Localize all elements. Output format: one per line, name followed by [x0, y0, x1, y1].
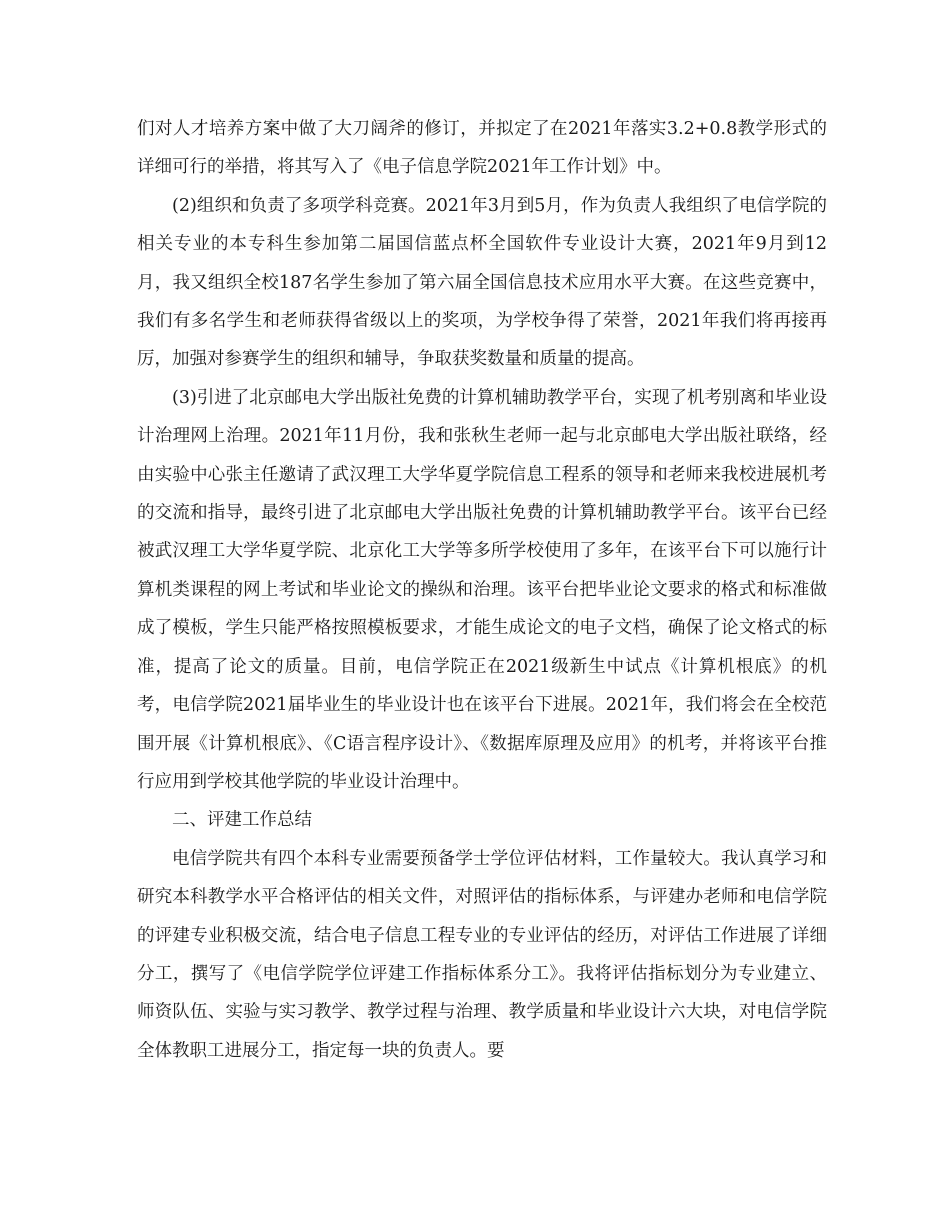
document-body [137, 110, 827, 1070]
paragraph-competitions: (2)组织和负责了多项学科竞赛。2021年3月到5月，作为负责人我组织了电信学院的相关专业的本专科生参加第二届国信蓝点杯全国软件专业设计大赛，2021年9月到12月，我又组织全校187名学生参加了第六届全国信息技术应用水平大赛。在这些竞赛中，我们有多名学生和老师获得省级以上的奖项，为学校争得了荣誉，2021年我们将再接再厉，加强对参赛学生的组织和辅导，争取获奖数量和质量的提高。 [137, 195, 827, 370]
section-heading-evaluation: 二、评建工作总结 [172, 810, 312, 831]
paragraph-teaching-platform: (3)引进了北京邮电大学出版社免费的计算机辅助教学平台，实现了机考别离和毕业设计治理网上治理。2021年11月份，我和张秋生老师一起与北京邮电大学出版社联络，经由实验中心张主任邀请了武汉理工大学华夏学院信息工程系的领导和老师来我校进展机考的交流和指导，最终引进了北京邮电大学出版社免费的计算机辅助教学平台。该平台已经被武汉理工大学华夏学院、北京化工大学等多所学校使用了多年，在该平台下可以施行计算机类课程的网上考试和毕业论文的操纵和治理。该平台把毕业论文要求的格式和标准做成了模板，学生只能严格按照模板要求，才能生成论文的电子文档，确保了论文格式的标准，提高了论文的质量。目前，电信学院正在2021级新生中试点《计算机根底》的机考，电信学院2021届毕业生的毕业设计也在该平台下进展。2021年，我们将会在全校范围开展《计算机根底》、《C语言程序设计》、《数据库原理及应用》的机考，并将该平台推行应用到学校其他学院的毕业设计治理中。 [137, 387, 827, 792]
paragraph-evaluation-work: 电信学院共有四个本科专业需要预备学士学位评估材料，工作量较大。我认真学习和研究本科教学水平合格评估的相关文件，对照评估的指标体系，与评建办老师和电信学院的评建专业积极交流，结合电子信息工程专业的专业评估的经历，对评估工作进展了详细分工，撰写了《电信学院学位评建工作指标体系分工》。我将评估指标划分为专业建立、师资队伍、实验与实习教学、教学过程与治理、教学质量和毕业设计六大块，对电信学院全体教职工进展分工，指定每一块的负责人。要 [137, 848, 827, 1061]
paragraph-continuation: 们对人才培养方案中做了大刀阔斧的修订，并拟定了在2021年落实3.2+0.8教学形式的详细可行的举措，将其写入了《电子信息学院2021年工作计划》中。 [137, 119, 827, 178]
